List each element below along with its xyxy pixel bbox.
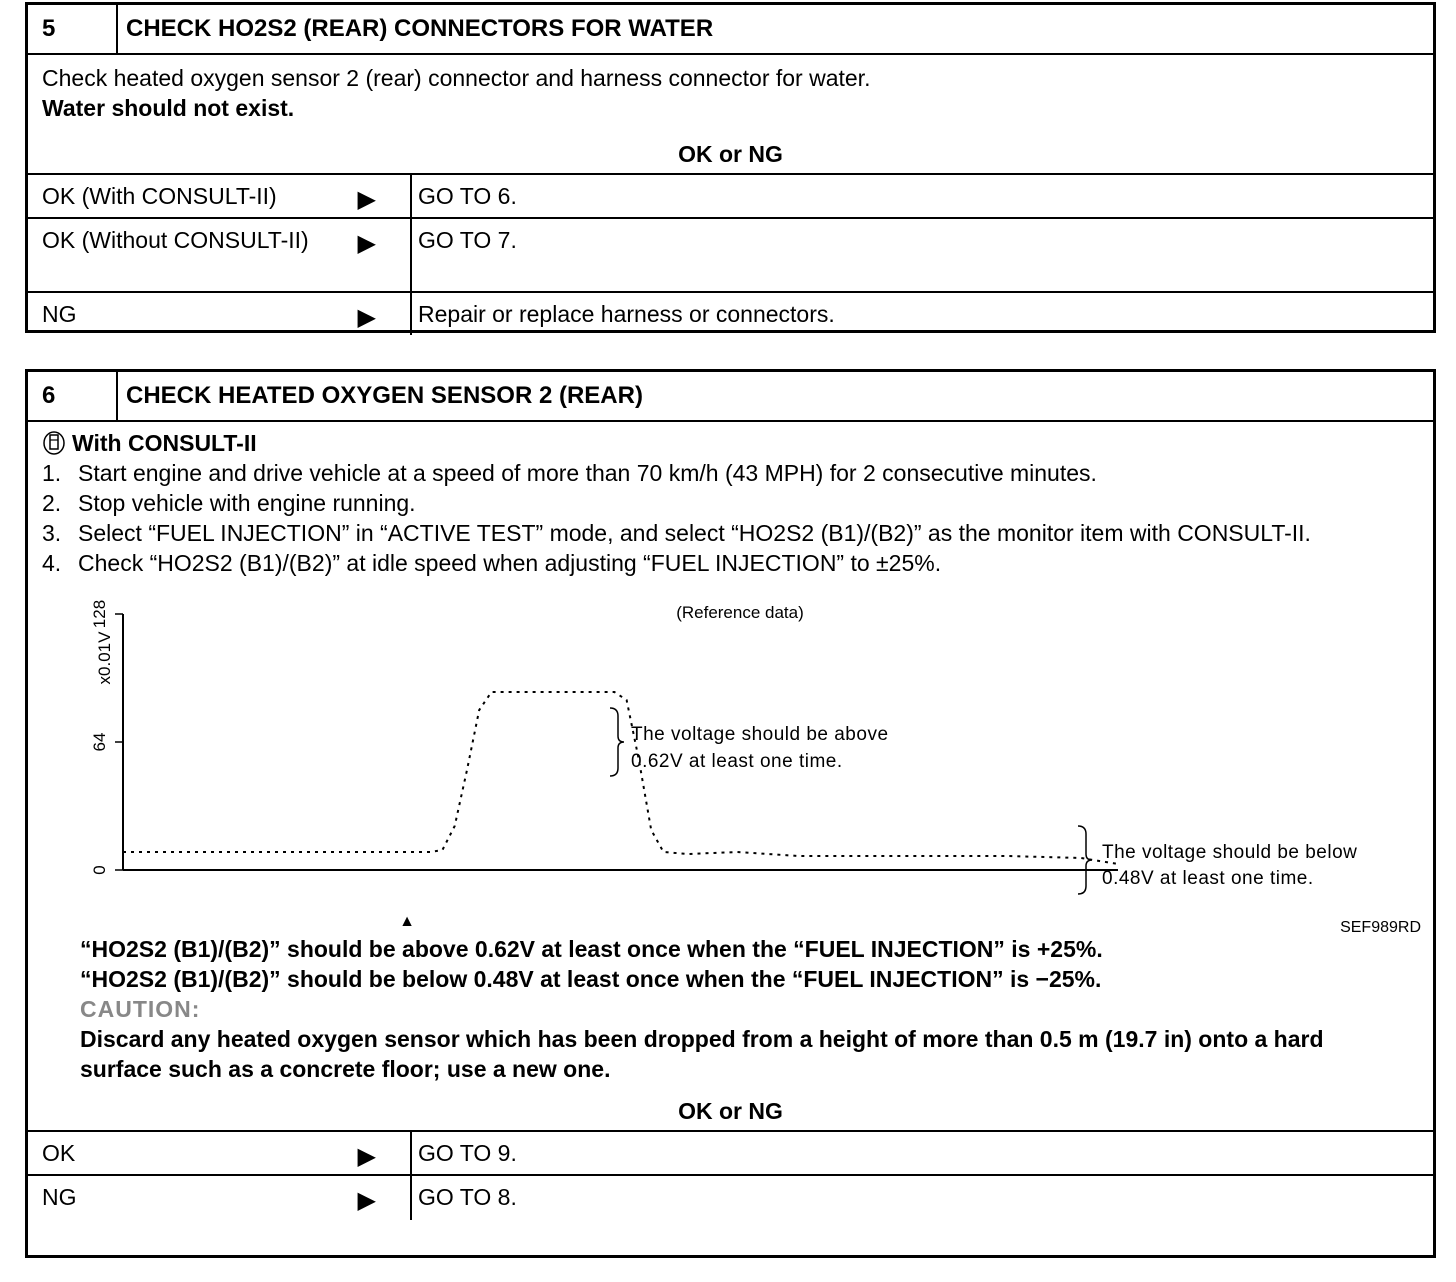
caution-text: Discard any heated oxygen sensor which has been dropped from a height of more than 0.5 m (19.7 in) onto a hard surface such as a concrete floor; use a new one. xyxy=(80,1026,1324,1082)
row-result: GO TO 8. xyxy=(418,1184,517,1210)
chart-title: (Reference data) xyxy=(676,603,804,622)
section-5-row-ng xyxy=(28,293,1433,335)
arrow-right-icon: ▶ xyxy=(357,186,376,213)
section-6-row-ok xyxy=(28,1132,1433,1176)
section-5-ok-ng-label: OK or NG xyxy=(28,135,1433,175)
section-6-title: CHECK HEATED OXYGEN SENSOR 2 (REAR) xyxy=(126,382,643,409)
step-item: 4. Check “HO2S2 (B1)/(B2)” at idle speed when adjusting “FUEL INJECTION” to ±25%. xyxy=(42,550,942,576)
row-result: GO TO 9. xyxy=(418,1140,517,1166)
section-5-spec: Water should not exist. xyxy=(42,95,295,121)
step-item: 2. Stop vehicle with engine running. xyxy=(42,490,416,516)
section-5-box xyxy=(25,2,1436,333)
note-high-line-1: The voltage should be above xyxy=(631,724,889,745)
result-above: “HO2S2 (B1)/(B2)” should be above 0.62V at least once when the “FUEL INJECTION” is +25%. xyxy=(80,936,1103,962)
section-5-title: CHECK HO2S2 (REAR) CONNECTORS FOR WATER xyxy=(126,15,714,42)
section-6-ok-ng-label: OK or NG xyxy=(28,1092,1433,1132)
figure-id: SEF989RD xyxy=(1340,919,1421,936)
consult-tool-icon xyxy=(42,430,66,456)
note-low-line-2: 0.48V at least one time. xyxy=(1102,868,1314,889)
row-condition: NG xyxy=(42,301,77,327)
y-tick-label: 0 xyxy=(90,865,109,875)
note-low-line-1: The voltage should be below xyxy=(1102,842,1358,863)
row-condition: OK (With CONSULT-II) xyxy=(42,183,277,209)
caution-label: CAUTION: xyxy=(80,996,201,1022)
row-condition: OK xyxy=(42,1140,76,1166)
brace-high xyxy=(610,708,624,776)
reference-chart xyxy=(28,578,1433,936)
row-condition: OK (Without CONSULT-II) xyxy=(42,227,309,253)
chart-svg xyxy=(28,578,1433,936)
consult-label: With CONSULT-II xyxy=(72,430,257,456)
chart-series xyxy=(123,692,1118,864)
section-5-number: 5 xyxy=(28,5,118,53)
series-line-0 xyxy=(123,692,1118,864)
section-5-row-ok-consult xyxy=(28,175,1433,219)
row-condition: NG xyxy=(42,1184,77,1210)
y-tick-label: 64 xyxy=(90,732,109,752)
arrow-right-icon: ▶ xyxy=(357,230,376,257)
arrow-right-icon: ▶ xyxy=(357,1143,376,1170)
step-item: 1. Start engine and drive vehicle at a speed of more than 70 km/h (43 MPH) for 2 consecutive minutes. xyxy=(42,460,1097,486)
arrow-right-icon: ▶ xyxy=(357,304,376,331)
section-6-box xyxy=(25,369,1436,1258)
section-5-row-ok-no-consult xyxy=(28,219,1433,293)
section-6-number: 6 xyxy=(28,372,118,420)
row-result: GO TO 7. xyxy=(418,227,517,253)
row-result: GO TO 6. xyxy=(418,183,517,209)
arrow-right-icon: ▶ xyxy=(357,1187,376,1214)
consult-heading xyxy=(28,428,1433,458)
chart-axes xyxy=(90,600,1118,875)
section-6-row-ng xyxy=(28,1176,1433,1220)
step-item: 3. Select “FUEL INJECTION” in “ACTIVE TEST” mode, and select “HO2S2 (B1)/(B2)” as the monitor item with CONSULT-II. xyxy=(42,520,1311,546)
result-below: “HO2S2 (B1)/(B2)” should be below 0.48V at least once when the “FUEL INJECTION” is −25%. xyxy=(80,966,1102,992)
section-5-header xyxy=(28,5,1433,55)
row-result: Repair or replace harness or connectors. xyxy=(418,301,835,327)
note-high-line-2: 0.62V at least one time. xyxy=(631,751,843,772)
section-6-header xyxy=(28,372,1433,422)
y-axis-label: x0.01V xyxy=(95,631,114,685)
y-tick-label: 128 xyxy=(90,599,109,629)
section-5-instruction: Check heated oxygen sensor 2 (rear) connector and harness connector for water. xyxy=(42,65,871,91)
start-marker-icon: ▲ xyxy=(399,913,415,930)
